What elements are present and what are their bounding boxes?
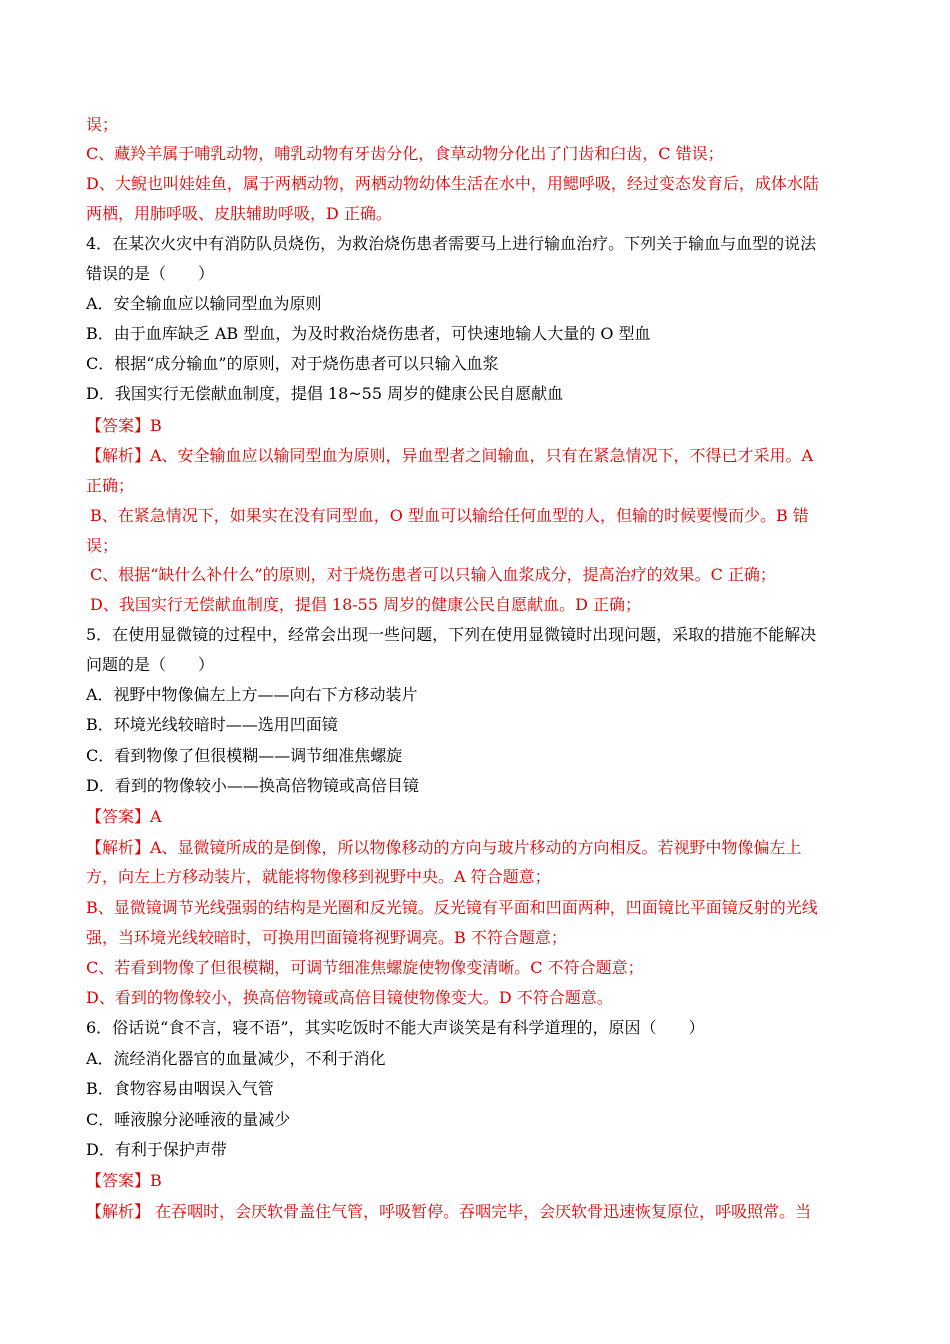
question-6-option-c: C．唾液腺分泌唾液的量减少: [86, 1110, 291, 1129]
question-5-answer: 【答案】A: [86, 807, 162, 826]
question-4-analysis: D、我国实行无偿献血制度，提倡 18-55 周岁的健康公民自愿献血。D 正确；: [90, 595, 642, 614]
question-4-option-b: B．由于血库缺乏 AB 型血，为及时救治烧伤患者，可快速地输人大量的 O 型血: [86, 324, 651, 343]
question-5-analysis: 【解析】A、显微镜所成的是倒像，所以物像移动的方向与玻片移动的方向相反。若视野中物像偏左上: [86, 838, 802, 857]
question-5-stem: 问题的是（ ）: [86, 655, 215, 674]
question-6-option-b: B．食物容易由咽误入气管: [86, 1079, 274, 1098]
question-5-analysis: C、若看到物像了但很模糊，可调节细准焦螺旋使物像变清晰。C 不符合题意；: [86, 958, 644, 977]
text-line: D、大鲵也叫娃娃鱼，属于两栖动物，两栖动物幼体生活在水中，用鳃呼吸，经过变态发育后，成体水陆: [86, 174, 819, 193]
question-4-option-c: C．根据“成分输血”的原则，对于烧伤患者可以只输入血浆: [86, 354, 499, 373]
question-5-analysis: 强，当环境光线较暗时，可换用凹面镜将视野调亮。B 不符合题意；: [86, 928, 567, 947]
question-6-stem: 6．俗话说“食不言，寝不语”，其实吃饭时不能大声谈笑是有科学道理的，原因（ ）: [86, 1018, 705, 1037]
question-6-option-d: D．有利于保护声带: [86, 1140, 227, 1159]
text-line: 两栖，用肺呼吸、皮肤辅助呼吸，D 正确。: [86, 204, 392, 223]
question-4-stem: 4．在某次火灾中有消防队员烧伤，为救治烧伤患者需要马上进行输血治疗。下列关于输血与血型的说法: [86, 234, 817, 253]
text-line: C、藏羚羊属于哺乳动物，哺乳动物有牙齿分化，食草动物分化出了门齿和臼齿，C 错误；: [86, 144, 724, 163]
question-4-analysis: 误；: [86, 536, 119, 555]
question-6-analysis: 【解析】 在吞咽时，会厌软骨盖住气管，呼吸暂停。吞咽完毕，会厌软骨迅速恢复原位，呼吸照常。当: [86, 1202, 812, 1221]
question-4-analysis: C、根据“缺什么补什么”的原则，对于烧伤患者可以只输入血浆成分，提高治疗的效果。C 正确；: [90, 565, 776, 584]
question-5-stem: 5．在使用显微镜的过程中，经常会出现一些问题，下列在使用显微镜时出现问题，采取的措施不能解决: [86, 625, 817, 644]
question-5-analysis: 方，向左上方移动装片，就能将物像移到视野中央。A 符合题意；: [86, 867, 551, 886]
question-4-answer: 【答案】B: [86, 416, 162, 435]
text-line: 误；: [86, 115, 119, 134]
question-5-option-a: A．视野中物像偏左上方——向右下方移动装片: [86, 685, 418, 704]
question-4-analysis: 正确；: [86, 476, 135, 495]
question-5-analysis: D、看到的物像较小，换高倍物镜或高倍目镜使物像变大。D 不符合题意。: [86, 988, 613, 1007]
question-4-stem: 错误的是（ ）: [86, 264, 215, 283]
question-6-option-a: A．流经消化器官的血量减少，不利于消化: [86, 1049, 386, 1068]
question-5-option-d: D．看到的物像较小——换高倍物镜或高倍目镜: [86, 776, 419, 795]
question-4-option-d: D．我国实行无偿献血制度，提倡 18~55 周岁的健康公民自愿献血: [86, 384, 564, 403]
question-4-analysis: 【解析】A、安全输血应以输同型血为原则，异血型者之间输血，只有在紧急情况下，不得已才采用。A: [86, 446, 814, 465]
question-5-analysis: B、显微镜调节光线强弱的结构是光圈和反光镜。反光镜有平面和凹面两种，凹面镜比平面镜反射的光线: [86, 898, 818, 917]
question-5-option-b: B．环境光线较暗时——选用凹面镜: [86, 715, 338, 734]
question-6-answer: 【答案】B: [86, 1171, 162, 1190]
question-4-analysis: B、在紧急情况下，如果实在没有同型血，O 型血可以输给任何血型的人，但输的时候要慢而少。B 错: [90, 506, 809, 525]
question-5-option-c: C．看到物像了但很模糊——调节细准焦螺旋: [86, 746, 403, 765]
question-4-option-a: A．安全输血应以输同型血为原则: [86, 294, 322, 313]
